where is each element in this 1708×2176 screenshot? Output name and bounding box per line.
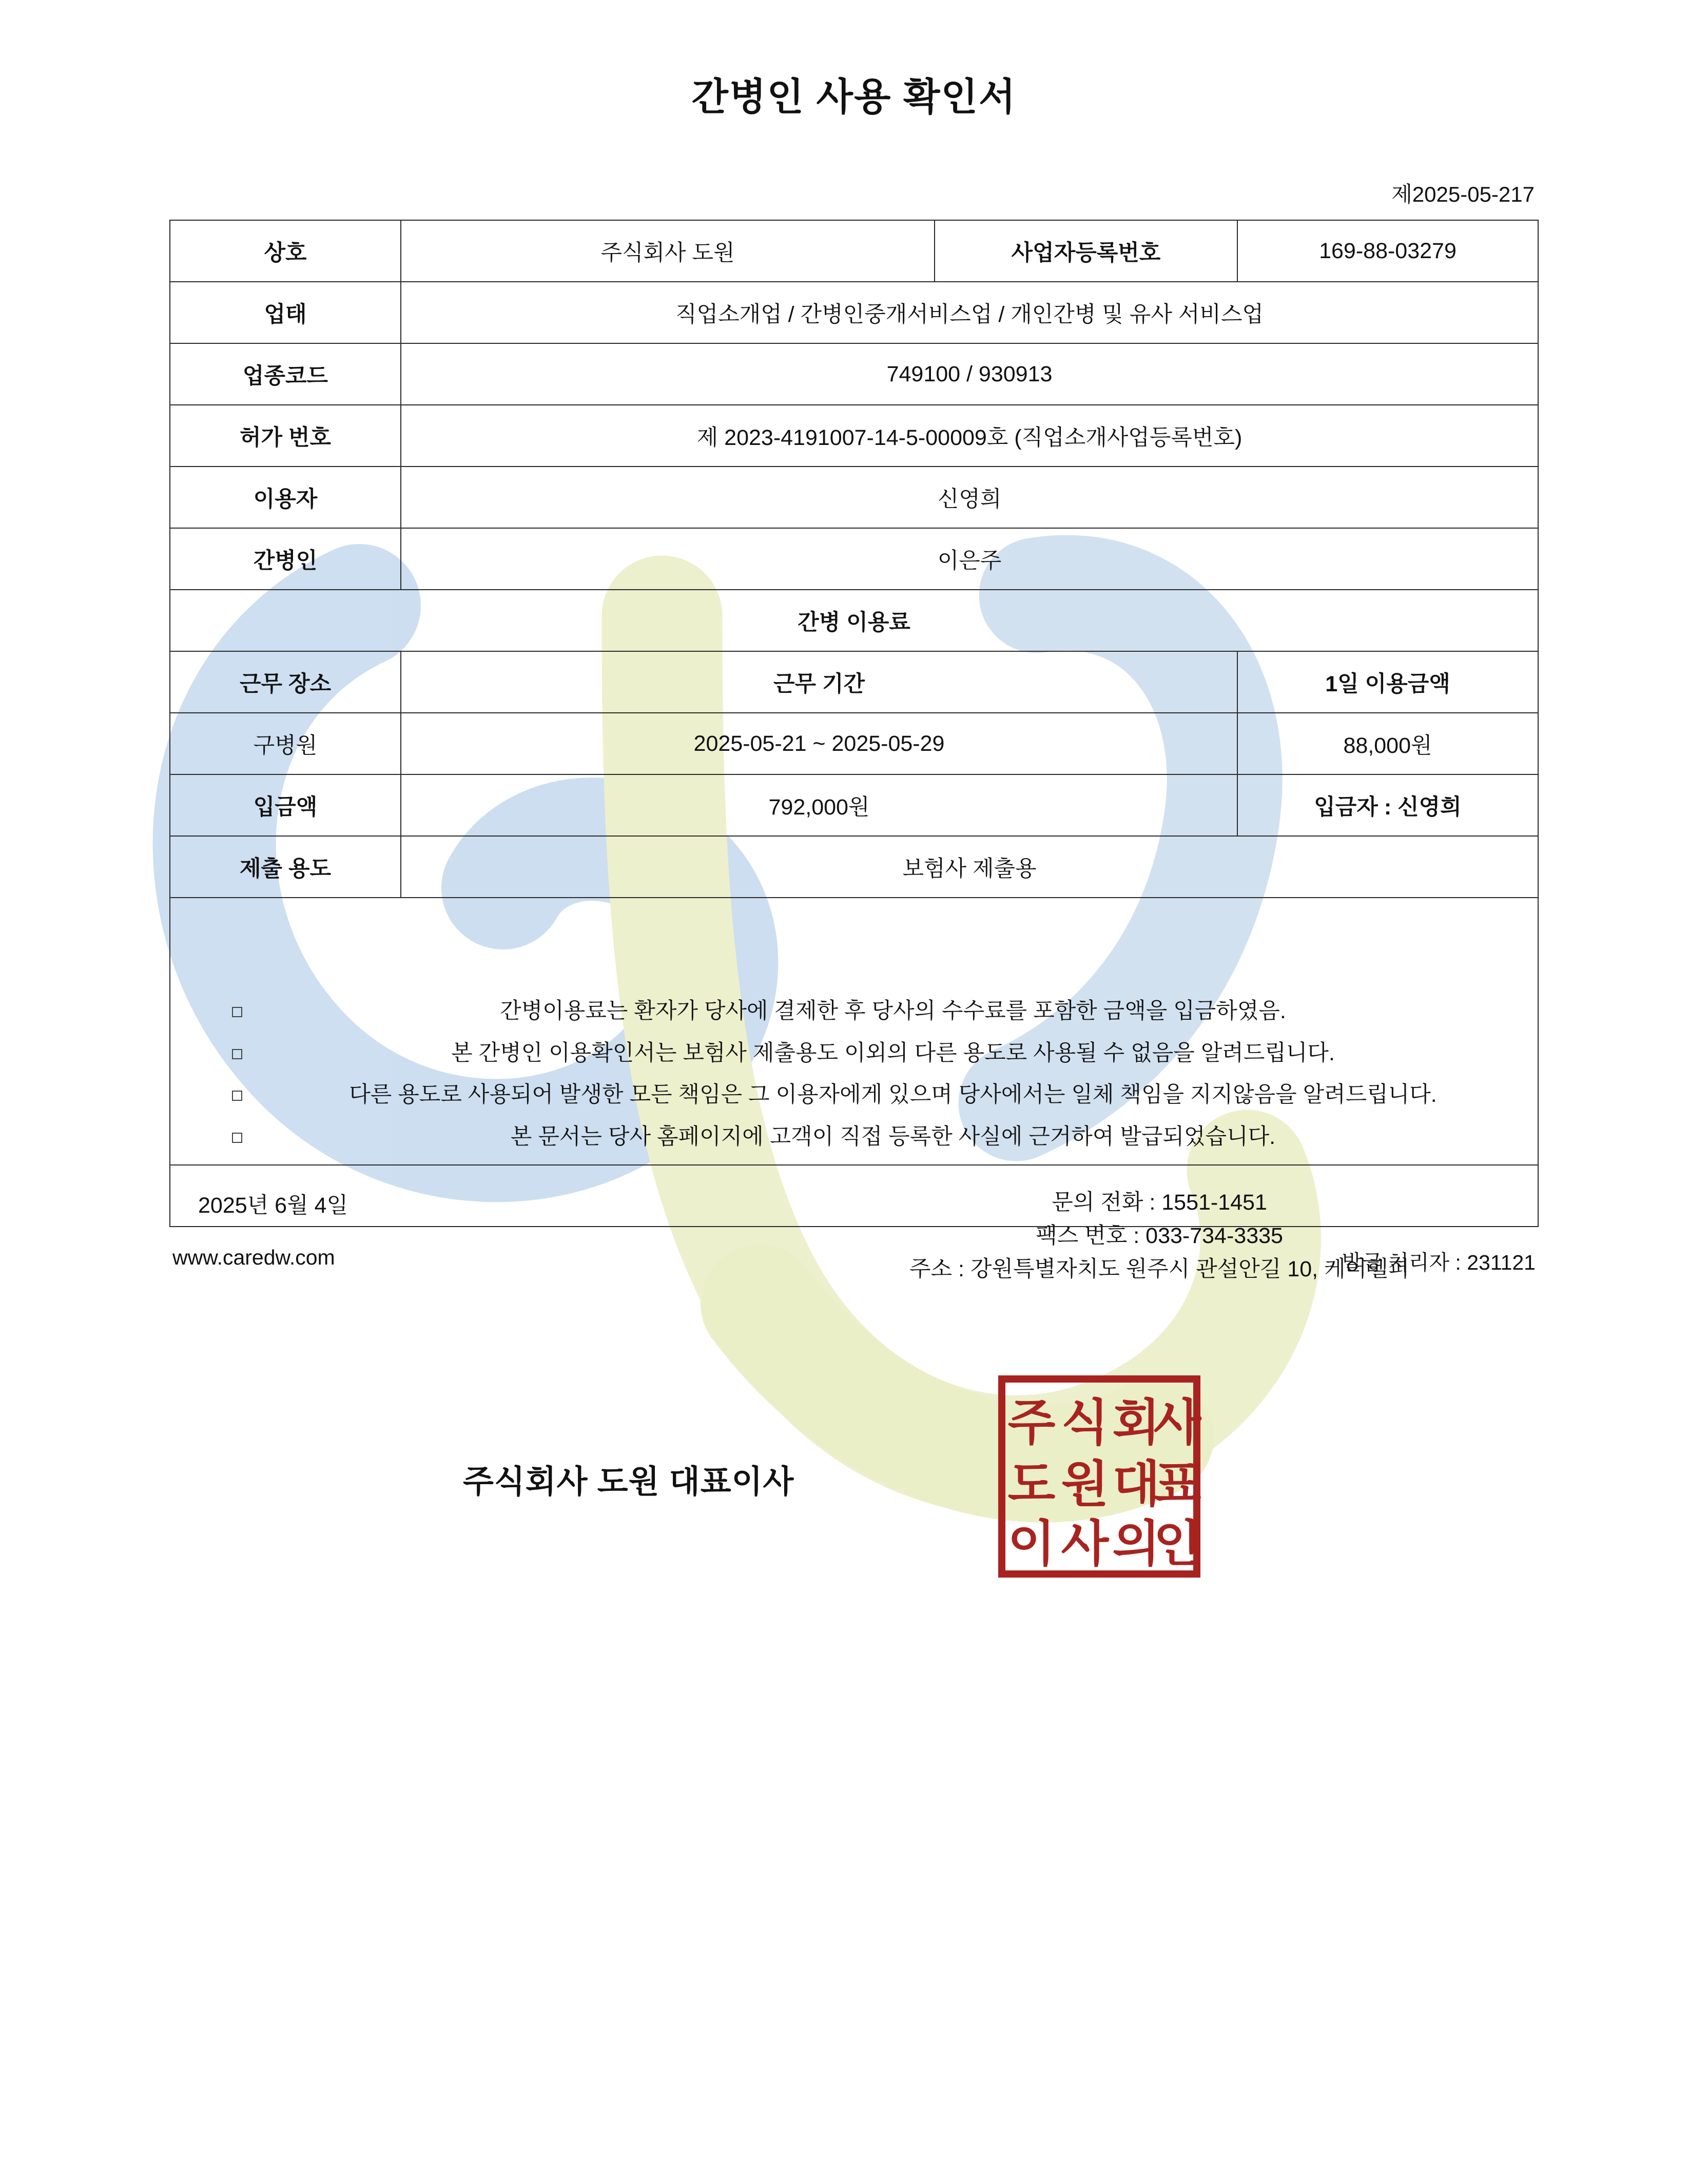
contact-address: 주소 : 강원특별자치도 원주시 관설안길 10, 케어헬퍼 bbox=[909, 1257, 1410, 1282]
business-code-value: 749100 / 930913 bbox=[401, 343, 1538, 405]
document-number: 제2025-05-217 bbox=[1391, 182, 1535, 206]
svg-text:회: 회 bbox=[1112, 1395, 1160, 1450]
biz-no-label: 사업자등록번호 bbox=[935, 220, 1237, 282]
table-row-footer bbox=[170, 1165, 1538, 1227]
svg-text:대: 대 bbox=[1112, 1456, 1160, 1512]
table-row-purpose bbox=[170, 836, 1538, 898]
daily-fee-header: 1일 이용금액 bbox=[1237, 651, 1538, 713]
biz-no-value: 169-88-03279 bbox=[1237, 220, 1538, 282]
website-link[interactable]: www.caredw.com bbox=[172, 1245, 335, 1269]
user-label: 이용자 bbox=[170, 467, 401, 528]
caregiver-label: 간병인 bbox=[170, 528, 401, 590]
contact-phone: 문의 전화 : 1551-1451 bbox=[1052, 1190, 1267, 1215]
notes-list bbox=[176, 901, 1532, 1155]
table-row-license bbox=[170, 405, 1538, 467]
svg-text:이: 이 bbox=[1007, 1516, 1056, 1571]
depositor-value: 입금자 : 신영희 bbox=[1237, 774, 1538, 836]
svg-text:표: 표 bbox=[1153, 1456, 1201, 1512]
company-label: 상호 bbox=[170, 220, 401, 282]
fee-section-title: 간병 이용료 bbox=[170, 590, 1538, 651]
svg-text:사: 사 bbox=[1061, 1516, 1109, 1571]
work-place-value: 구병원 bbox=[170, 713, 401, 774]
notes-cell bbox=[170, 898, 1538, 1165]
table-row-company bbox=[170, 220, 1538, 282]
deposit-label: 입금액 bbox=[170, 774, 401, 836]
table-row-business-type bbox=[170, 282, 1538, 343]
list-item: 간병이용료는 환자가 당사에 결제한 후 당사의 수수료를 포함한 금액을 입금하였음. bbox=[227, 994, 1532, 1029]
work-period-value: 2025-05-21 ~ 2025-05-29 bbox=[401, 713, 1237, 774]
svg-text:도: 도 bbox=[1007, 1456, 1056, 1512]
table-row-fee-values bbox=[170, 713, 1538, 774]
purpose-value: 보험사 제출용 bbox=[401, 836, 1538, 898]
svg-text:인: 인 bbox=[1153, 1516, 1201, 1571]
table-row-fee-headers bbox=[170, 651, 1538, 713]
purpose-label: 제출 용도 bbox=[170, 836, 401, 898]
daily-fee-value: 88,000원 bbox=[1237, 713, 1538, 774]
work-period-header: 근무 기간 bbox=[401, 651, 1237, 713]
table-row-user bbox=[170, 467, 1538, 528]
license-value: 제 2023-4191007-14-5-00009호 (직업소개사업등록번호) bbox=[401, 405, 1538, 467]
issue-date: 2025년 6월 4일 bbox=[198, 1193, 348, 1218]
business-type-value: 직업소개업 / 간병인중개서비스업 / 개인간병 및 유사 서비스업 bbox=[401, 282, 1538, 343]
list-item: 본 문서는 당사 홈페이지에 고객이 직접 등록한 사실에 근거하여 발급되었습니다. bbox=[227, 1119, 1532, 1155]
business-code-label: 업종코드 bbox=[170, 343, 401, 405]
list-item: 본 간병인 이용확인서는 보험사 제출용도 이외의 다른 용도로 사용될 수 없음을 알려드립니다. bbox=[227, 1036, 1532, 1072]
table-row-caregiver bbox=[170, 528, 1538, 590]
svg-text:의: 의 bbox=[1112, 1516, 1160, 1571]
issuer-id: 발급 처리자 : 231121 bbox=[1342, 1250, 1536, 1274]
work-place-header: 근무 장소 bbox=[170, 651, 401, 713]
company-seal-icon bbox=[997, 1374, 1202, 1579]
table-row-business-code bbox=[170, 343, 1538, 405]
contact-fax: 팩스 번호 : 033-734-3335 bbox=[1036, 1223, 1283, 1248]
deposit-value: 792,000원 bbox=[401, 774, 1237, 836]
svg-text:주: 주 bbox=[1007, 1395, 1056, 1450]
company-value: 주식회사 도원 bbox=[401, 220, 935, 282]
table-row-notes bbox=[170, 898, 1538, 1165]
svg-text:사: 사 bbox=[1153, 1395, 1201, 1450]
svg-text:원: 원 bbox=[1061, 1456, 1109, 1512]
license-label: 허가 번호 bbox=[170, 405, 401, 467]
business-type-label: 업태 bbox=[170, 282, 401, 343]
table-row-deposit bbox=[170, 774, 1538, 836]
signature-text: 주식회사 도원 대표이사 bbox=[463, 1464, 794, 1500]
svg-text:식: 식 bbox=[1061, 1395, 1109, 1450]
table-row-section-title bbox=[170, 590, 1538, 651]
page-title: 간병인 사용 확인서 bbox=[691, 75, 1017, 118]
caregiver-value: 이은주 bbox=[401, 528, 1538, 590]
user-value: 신영희 bbox=[401, 467, 1538, 528]
contact-block bbox=[909, 1186, 1409, 1287]
list-item: 다른 용도로 사용되어 발생한 모든 책임은 그 이용자에게 있으며 당사에서는 일체 책임을 지지않음을 알려드립니다. bbox=[227, 1077, 1532, 1113]
